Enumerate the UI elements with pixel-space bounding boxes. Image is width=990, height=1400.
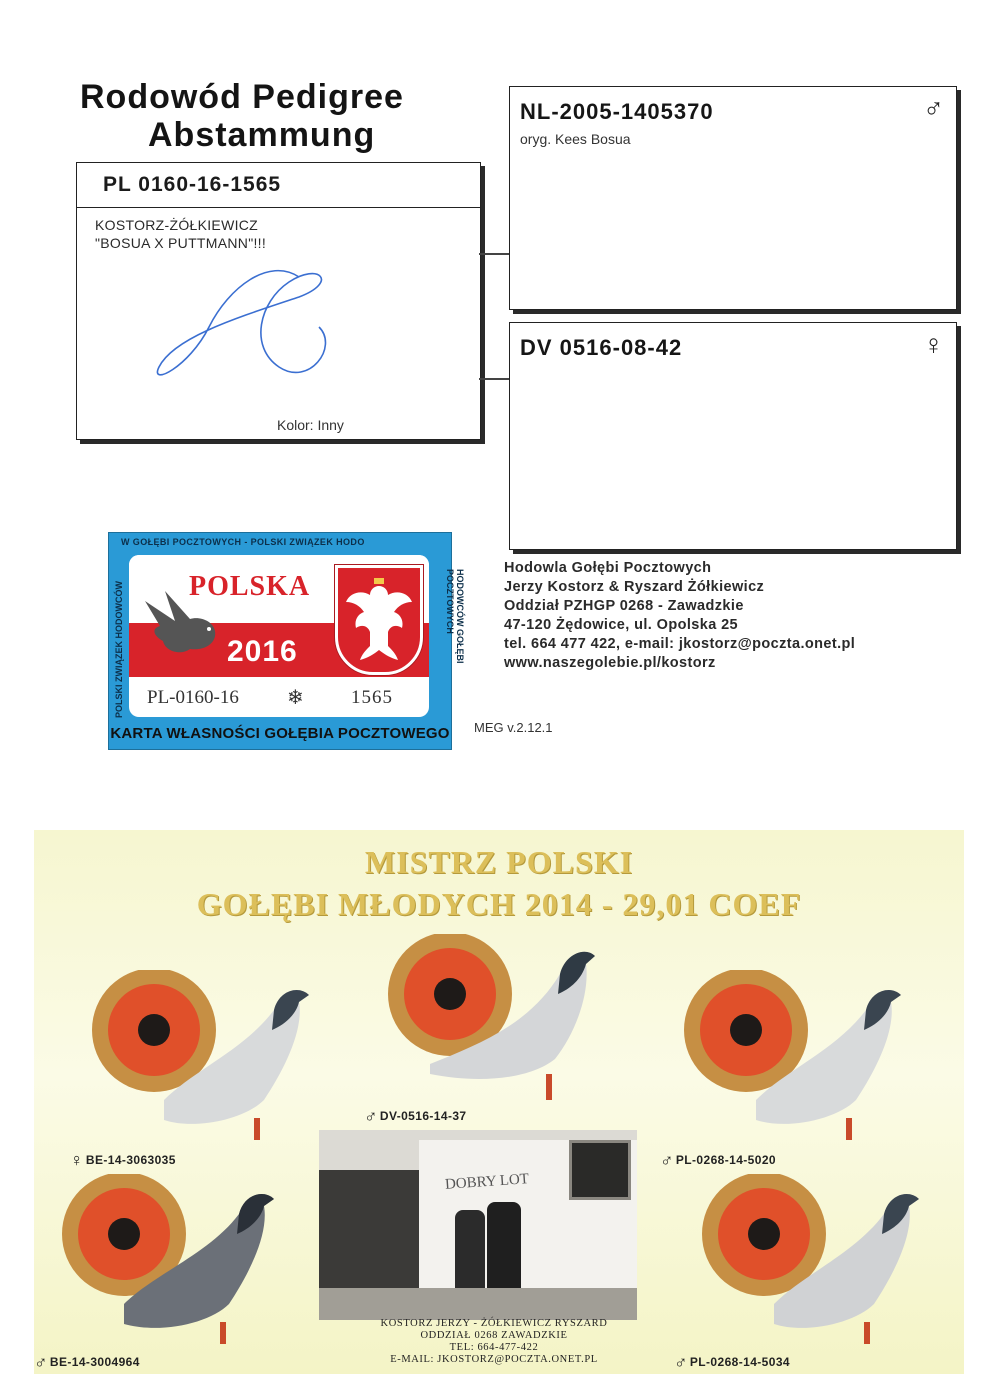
pedigree-note: "BOSUA X PUTTMANN"!!! (95, 235, 267, 251)
connector-line (479, 253, 509, 255)
breeder-name: KOSTORZ-ŻÓŁKIEWICZ (95, 217, 259, 233)
software-version: MEG v.2.12.1 (474, 720, 553, 735)
male-icon: ♂ (660, 1150, 674, 1170)
pigeon-photo (370, 934, 610, 1114)
pigeon-photo (666, 970, 906, 1150)
card-country: POLSKA (189, 571, 311, 602)
champion-poster (34, 830, 964, 1374)
loft-sign: DOBRY LOT (444, 1171, 530, 1193)
female-icon: ♀ (923, 329, 944, 360)
poster-contact: E-MAIL: JKOSTORZ@POCZTA.ONET.PL (390, 1354, 598, 1365)
card-side-text: POLSKI ZWIĄZEK HODOWCÓW (114, 581, 124, 718)
loft-line: Jerzy Kostorz & Ryszard Żółkiewicz (504, 579, 765, 595)
poster-contact: ODDZIAŁ 0268 ZAWADZKIE (420, 1330, 568, 1341)
card-arc-text: W GOŁĘBI POCZTOWYCH - POLSKI ZWIĄZEK HODO (121, 537, 365, 547)
pigeon-ring-number: PL 0160-16-1565 (77, 163, 480, 208)
dam-ring-number: DV 0516-08-42 (520, 335, 683, 360)
person (455, 1210, 485, 1288)
sire-card (509, 86, 957, 310)
poster-contact: TEL: 664-477-422 (449, 1342, 539, 1353)
card-ring-prefix: PL-0160-16 (147, 687, 239, 708)
pigeon-photo (684, 1174, 924, 1354)
sire-origin: oryg. Kees Bosua (520, 131, 631, 147)
card-ring-number: 1565 (351, 687, 393, 708)
pigeon-photo (44, 1174, 284, 1354)
bird-label (660, 1150, 776, 1171)
bird-label (364, 1106, 467, 1127)
eagle-emblem-icon (335, 565, 423, 675)
pedigree-subtitle: Abstammung (148, 116, 376, 154)
male-icon: ♂ (34, 1352, 48, 1372)
male-icon: ♂ (674, 1352, 688, 1372)
bird-label (70, 1150, 176, 1171)
signature (149, 257, 349, 397)
bird-label (34, 1352, 140, 1373)
card-face (129, 555, 429, 717)
pedigree-title: Rodowód Pedigree (80, 78, 404, 116)
dam-card (509, 322, 957, 550)
card-side-text: HODOWCÓW GOŁĘBI POCZTOWYCH (445, 569, 465, 664)
sire-ring-number: NL-2005-1405370 (520, 99, 714, 124)
male-icon: ♂ (364, 1106, 378, 1126)
snowflake-icon: ❄ (287, 687, 304, 709)
poster-contact: KOSTORZ JERZY - ŻÓŁKIEWICZ RYSZARD (380, 1318, 608, 1329)
card-footer: KARTA WŁASNOŚCI GOŁĘBIA POCZTOWEGO (110, 725, 450, 742)
loft-photo (319, 1130, 637, 1320)
color-label: Kolor: Inny (277, 417, 344, 433)
female-icon: ♀ (70, 1150, 84, 1170)
loft-line: Oddział PZHGP 0268 - Zawadzkie (504, 598, 744, 614)
loft-line: www.naszegolebie.pl/kostorz (504, 655, 716, 671)
connector-line (479, 378, 509, 380)
pigeon-card (76, 162, 481, 440)
bird-ring: PL-0268-14-5034 (689, 1355, 790, 1369)
card-year: 2016 (227, 635, 298, 668)
person (487, 1202, 521, 1288)
poster-subtitle: GOŁĘBI MŁODYCH 2014 - 29,01 COEF (196, 886, 802, 922)
ground (319, 1288, 637, 1320)
bird-ring: PL-0268-14-5020 (675, 1153, 776, 1167)
bird-ring: BE-14-3004964 (49, 1355, 140, 1369)
ownership-card (108, 532, 465, 750)
window (569, 1140, 631, 1200)
loft-line: Hodowla Gołębi Pocztowych (504, 560, 712, 576)
bird-ring: BE-14-3063035 (85, 1153, 176, 1167)
poster-title: MISTRZ POLSKI (364, 844, 634, 880)
male-icon: ♂ (923, 93, 944, 124)
loft-line: 47-120 Żędowice, ul. Opolska 25 (504, 617, 739, 633)
loft-line: tel. 664 477 422, e-mail: jkostorz@poczta.onet.pl (504, 636, 856, 652)
bird-ring: DV-0516-14-37 (379, 1109, 467, 1123)
pigeon-photo (74, 970, 314, 1150)
